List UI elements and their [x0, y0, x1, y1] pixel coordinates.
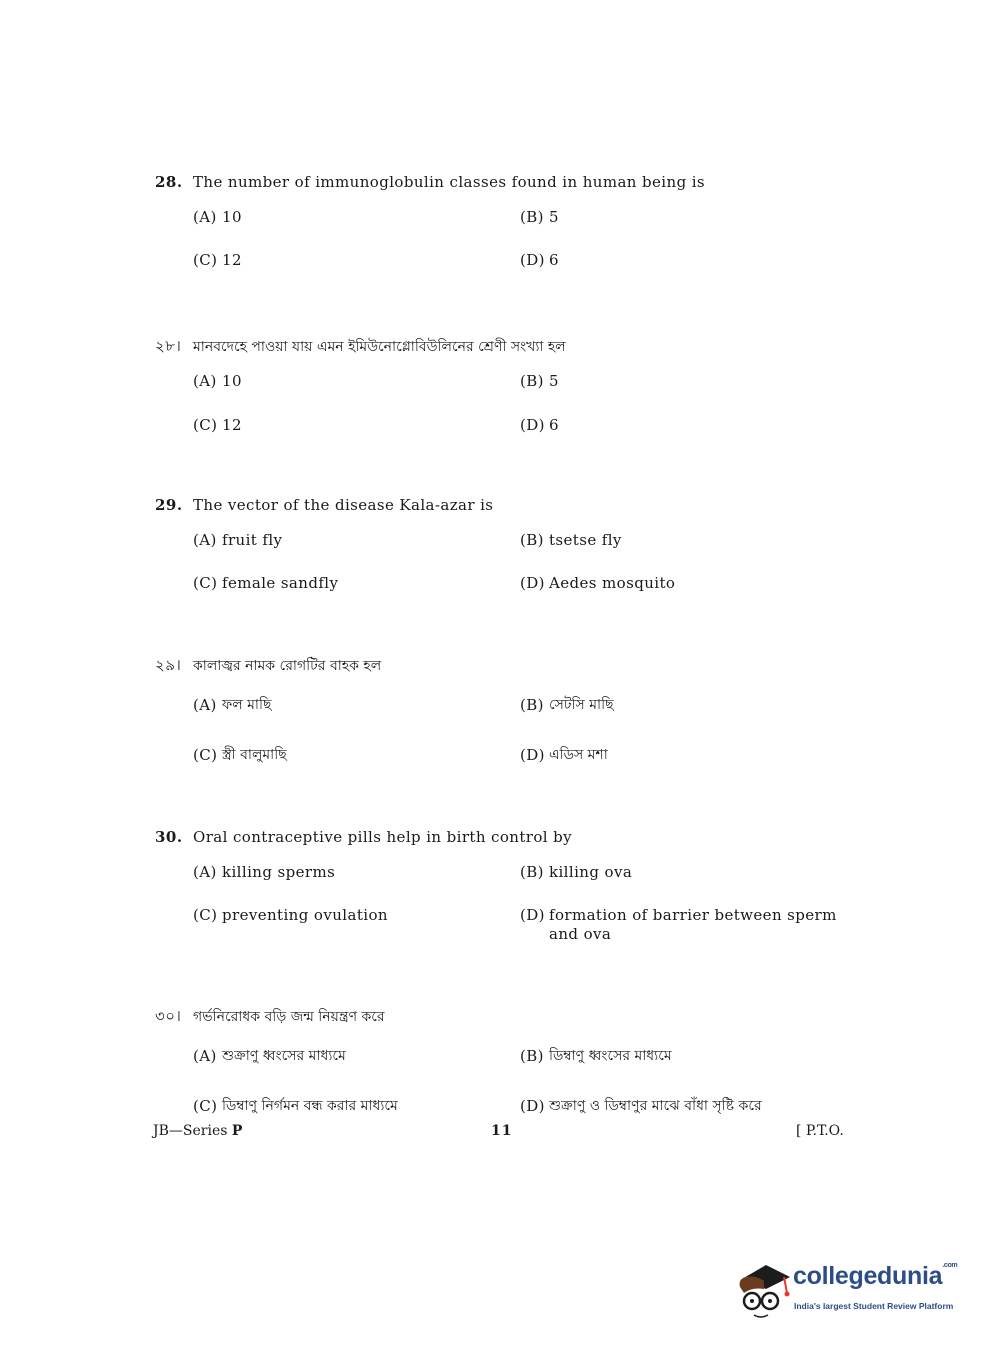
option-a: (A) 10: [193, 372, 242, 390]
option-a: (A) ফল মাছি: [193, 696, 272, 714]
question-text: কালাজ্বর নামক রোগটির বাহক হল: [193, 658, 382, 674]
option-d: (D) এডিস মশা: [520, 746, 608, 764]
option-d: (D) শুক্রাণু ও ডিম্বাণুর মাঝে বাঁধা সৃষ্টি করে: [520, 1097, 762, 1115]
option-c: (C) preventing ovulation: [193, 906, 388, 924]
option-c: (C) স্ত্রী বালুমাছি: [193, 746, 287, 764]
series-label: [153, 1123, 242, 1139]
question-number: 29.: [155, 496, 183, 514]
series-letter: P: [231, 1123, 243, 1139]
question-text: Oral contraceptive pills help in birth control by: [193, 828, 573, 846]
question-number: ৩০।: [155, 1007, 182, 1025]
question-text: The number of immunoglobulin classes found in human being is: [193, 173, 706, 191]
option-d: (D) 6: [520, 251, 559, 269]
option-d: (D) formation of barrier between sperm and ova: [520, 906, 837, 943]
option-b: (B) killing ova: [520, 863, 633, 881]
question-text: গর্ভনিরোধক বড়ি জন্ম নিয়ন্ত্রণ করে: [193, 1009, 385, 1025]
page-number: 11: [491, 1123, 513, 1139]
logo-wordmark: [793, 1262, 957, 1291]
option-c: (C) ডিম্বাণু নির্গমন বন্ধ করার মাধ্যমে: [193, 1097, 398, 1115]
option-b: (B) সেটসি মাছি: [520, 696, 614, 714]
option-b: (B) ডিম্বাণু ধ্বংসের মাধ্যমে: [520, 1047, 672, 1065]
option-a: (A) 10: [193, 208, 242, 226]
pto-label: [ P.T.O.: [796, 1123, 844, 1139]
option-d: (D) 6: [520, 416, 559, 434]
option-a: (A) শুক্রাণু ধ্বংসের মাধ্যমে: [193, 1047, 346, 1065]
option-d: (D) Aedes mosquito: [520, 574, 676, 592]
question-number: ২৯।: [155, 656, 182, 674]
question-number: 30.: [155, 828, 183, 846]
question-number: ২৮।: [155, 337, 182, 355]
option-c: (C) 12: [193, 416, 242, 434]
option-a: (A) fruit fly: [193, 531, 283, 549]
option-a: (A) killing sperms: [193, 863, 336, 881]
mascot-icon: [734, 1253, 794, 1325]
question-text: মানবদেহে পাওয়া যায় এমন ইমিউনোগ্লোবিউলিনের শ্রেণী সংখ্যা হল: [193, 339, 566, 355]
logo-name: collegedunia: [793, 1262, 943, 1290]
collegedunia-logo: [734, 1253, 964, 1325]
option-b: (B) 5: [520, 372, 559, 390]
option-b: (B) 5: [520, 208, 559, 226]
question-text: The vector of the disease Kala-azar is: [193, 496, 494, 514]
logo-suffix: .com: [942, 1262, 958, 1269]
option-c: (C) 12: [193, 251, 242, 269]
option-c: (C) female sandfly: [193, 574, 339, 592]
series-prefix: JB—Series: [153, 1123, 228, 1139]
option-b: (B) tsetse fly: [520, 531, 622, 549]
logo-tagline: India's largest Student Review Platform: [794, 1301, 954, 1311]
question-number: 28.: [155, 173, 183, 191]
